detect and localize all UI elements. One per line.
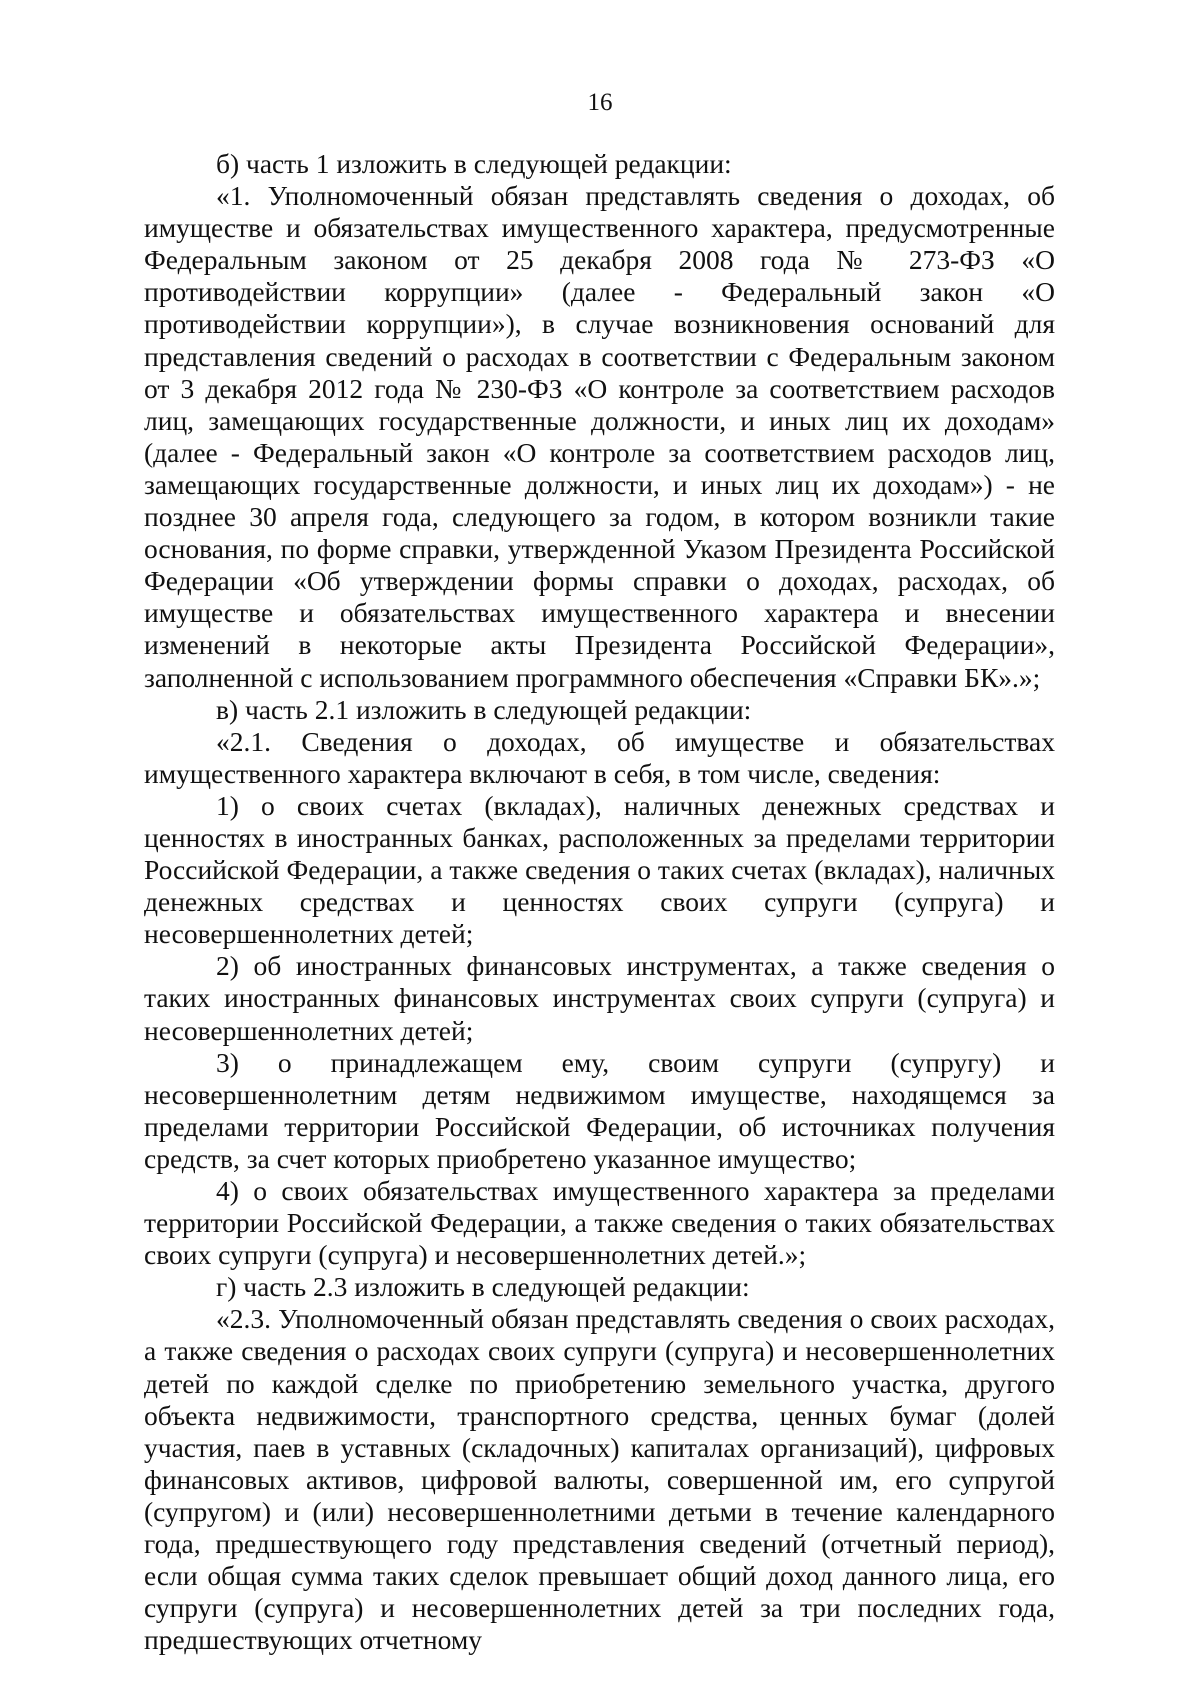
paragraph-part-2-3-text: «2.3. Уполномоченный обязан представлять сведения о своих расходах, а также сведения о расходах своих супруги (супруга) и несовершеннолетних детей по каждой сделке по приобретению земельного участка, другого объекта недвижимости, транспортного средства, ценных бумаг (долей участия, паев в уставных (складочных) капиталах организаций), цифровых финансовых активов, цифровой валюты, совершенной им, его супругой (супругом) и (или) несовершеннолетними детьми в течение календарного года, предшествующего году представления сведений (отчетный период), если общая сумма таких сделок превышает общий доход данного лица, его супруги (супруга) и несовершеннолетних детей за три последних года, предшествующих отчетному bbox=[144, 1303, 1055, 1656]
paragraph-item-b: б) часть 1 изложить в следующей редакции: bbox=[216, 148, 732, 179]
paragraph-subitem-4: 4) о своих обязательствах имущественного характера за пределами территории Российской Федерации, а также сведения о таких обязательствах своих супруги (супруга) и несовершеннолетних детей.»; bbox=[144, 1175, 1055, 1271]
paragraph-subitem-2: 2) об иностранных финансовых инструментах, а также сведения о таких иностранных финансовых инструментах своих супруги (супруга) и несовершеннолетних детей; bbox=[144, 950, 1055, 1046]
paragraph-item-v: в) часть 2.1 изложить в следующей редакции: bbox=[216, 693, 752, 725]
paragraph-item-g: г) часть 2.3 изложить в следующей редакции: bbox=[216, 1271, 750, 1303]
paragraph-part-1-text: «1. Уполномоченный обязан представлять сведения о доходах, об имуществе и обязательствах имущественного характера, предусмотренные Федеральным законом от 25 декабря 2008 года № 273-ФЗ «О противодействии коррупции» (далее - Федеральный закон «О противодействии коррупции»), в случае возникновения оснований для представления сведений о расходах в соответствии с Федеральным законом от 3 декабря 2012 года № 230-ФЗ «О контроле за соответствием расходов лиц, замещающих государственные должности, и иных лиц их доходам» (далее - Федеральный закон «О контроле за соответствием расходов лиц, замещающих государственные должности, и иных лиц их доходам») - не позднее 30 апреля года, следующего за годом, в котором возникли такие основания, по форме справки, утвержденной Указом Президента Российской Федерации «Об утверждении формы справки о доходах, расходах, об имуществе и обязательствах имущественного характера и внесении изменений в некоторые акты Президента Российской Федерации», заполненной с использованием программного обеспечения «Справки БК».»; bbox=[144, 180, 1055, 693]
page-number: 16 bbox=[587, 89, 613, 116]
paragraph-subitem-3: 3) о принадлежащем ему, своим супруги (супругу) и несовершеннолетним детям недвижимом имуществе, находящемся за пределами территории Российской Федерации, об источниках получения средств, за счет которых приобретено указанное имущество; bbox=[144, 1046, 1055, 1174]
document-body bbox=[144, 148, 1055, 1656]
paragraph-subitem-1: 1) о своих счетах (вкладах), наличных денежных средствах и ценностях в иностранных банках, расположенных за пределами территории Российской Федерации, а также сведения о таких счетах (вкладах), наличных денежных средствах и ценностях своих супруги (супруга) и несовершеннолетних детей; bbox=[144, 789, 1055, 950]
paragraph-part-2-1-text: «2.1. Сведения о доходах, об имуществе и обязательствах имущественного характера включают в себя, в том числе, сведения: bbox=[144, 725, 1055, 789]
